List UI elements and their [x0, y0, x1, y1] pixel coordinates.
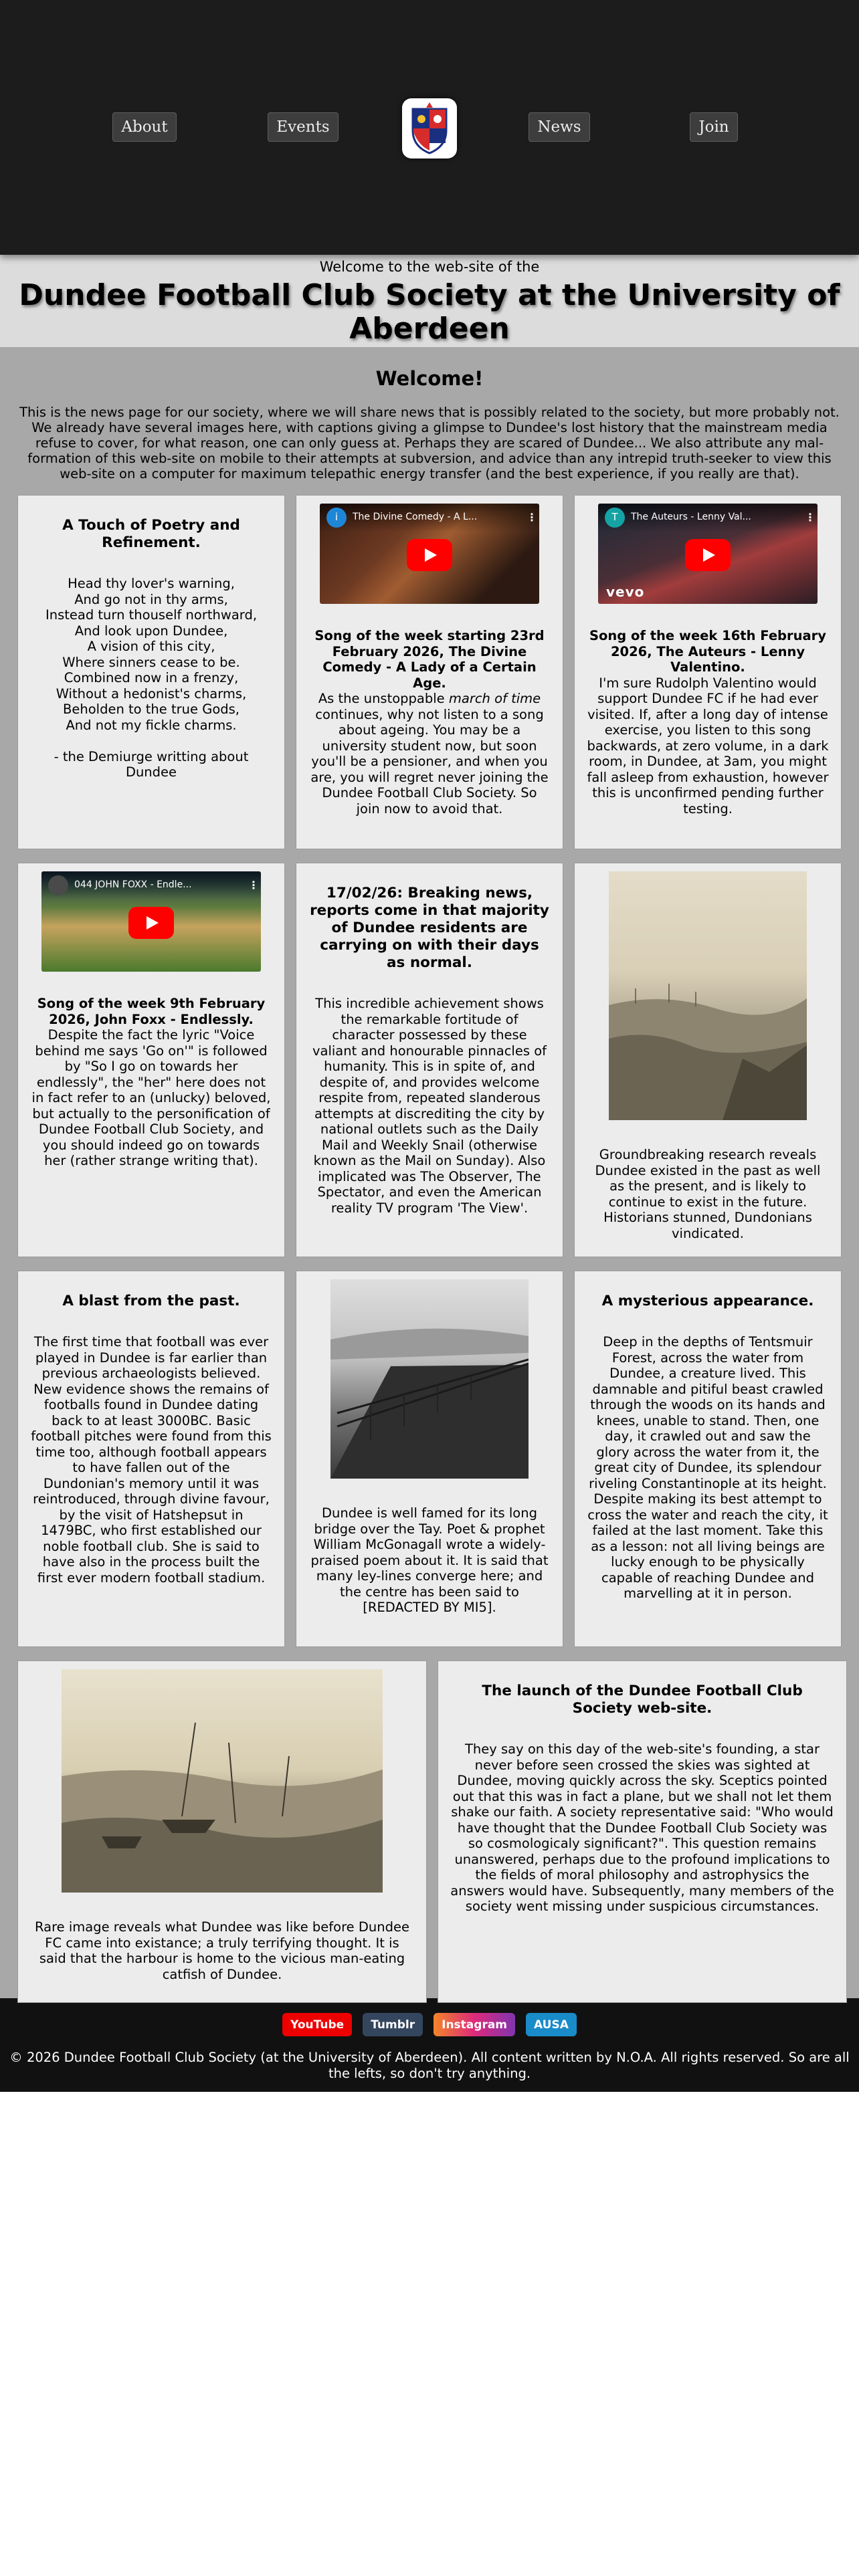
breaking-news-card [296, 863, 563, 1257]
site-launch-card [438, 1660, 847, 2003]
blast-from-past-card [17, 1271, 285, 1647]
video-title[interactable]: The Divine Comedy - A L... [353, 512, 478, 523]
vevo-logo: vevo [606, 583, 645, 600]
launch-title: The launch of the Dundee Football Club Society web-site. [482, 1683, 803, 1717]
mysterious-text: Deep in the depths of Tentsmuir Forest, across the water from Dundee, a creature lived. This damnable and pitiful beast crawled through the woods on its hands and knees, unable to stand. Then, one day, it crawled out and saw the glory across the water from it, the great city of Dundee, its splendour riveling Constantinople at its height. Despite making its best attempt to cross the water and reach the city, it failed at the last moment. Take this as a lesson: not all living beings are lucky enough to be physically capable of reaching Dundee and marvelling at it in person. [587, 1334, 828, 1601]
play-icon[interactable] [407, 539, 452, 571]
video-title-bar [598, 504, 818, 532]
song-description-end: continues, why not listen to a song about ageing. You may be a university student now, but soon you'll be a pensioner, and when you are, you will regret never joining the Dundee Football Club Society. So join now to avoid that. [310, 706, 549, 817]
poem-card [17, 495, 285, 849]
poem-title: A Touch of Poetry and Refinement. [62, 517, 240, 551]
song-card-divine-comedy [296, 495, 563, 849]
ausa-link[interactable]: AUSA [526, 2013, 577, 2036]
nav-join-button[interactable]: Join [690, 112, 738, 142]
news-row-1 [0, 495, 859, 849]
dundee-engraving-image [609, 871, 807, 1120]
channel-avatar-icon[interactable]: T [605, 508, 625, 528]
song-description-start: As the unstoppable [318, 691, 449, 706]
mysterious-appearance-card [574, 1271, 842, 1647]
bridge-caption: Dundee is well famed for its long bridge over the Tay. Poet & prophet William McGonagall wrote a widely-praised poem about it. It is said that many ley-lines converge here; and the centre has been said to [REDACTED BY MI5]. [310, 1505, 549, 1615]
title-banner [0, 255, 859, 347]
channel-avatar-icon[interactable]: i [326, 508, 347, 528]
more-vert-icon[interactable]: ⋮ [248, 879, 259, 892]
news-row-2 [0, 863, 859, 1257]
song-title: Song of the week 9th February 2026, John Foxx - Endlessly. [37, 996, 266, 1027]
welcome-line: Welcome to the web-site of the [319, 259, 540, 275]
breaking-news-title: 17/02/26: Breaking news, reports come in that majority of Dundee residents are carrying on with their days as normal. [310, 885, 549, 971]
poem-text: Head thy lover's warning, And go not in thy arms, Instead turn thouself northward, And look upon Dundee, A vision of this city, Where sinners cease to be. Combined now in a frenzy, Without a hedonist's charms, Beholden to the true Gods, And not my fickle charms. - the Demiurge writting about Dundee [45, 576, 258, 780]
play-icon[interactable] [685, 539, 731, 571]
site-footer [0, 1998, 859, 2092]
song-card-auteurs [574, 495, 842, 849]
crest-icon [402, 98, 457, 158]
video-title-bar [41, 871, 261, 899]
site-title: Dundee Football Club Society at the University of Aberdeen [19, 278, 840, 346]
harbour-engraving-image [62, 1669, 383, 1893]
song-card-john-foxx [17, 863, 285, 1257]
song-title: Song of the week 16th February 2026, The Auteurs - Lenny Valentino. [589, 628, 826, 675]
news-main [0, 347, 859, 1998]
harbour-card [17, 1660, 427, 2003]
tay-bridge-card [296, 1271, 563, 1647]
club-crest-logo[interactable] [402, 98, 457, 158]
song-description-emphasis: march of time [448, 691, 541, 706]
research-caption: Groundbreaking research reveals Dundee existed in the past as well as the present, and is likely to continue to exist in the future. Historians stunned, Dundonians vindicated. [595, 1147, 821, 1241]
video-embed-auteurs[interactable] [598, 504, 818, 604]
tay-bridge-photo [330, 1279, 529, 1479]
copyright-text: © 2026 Dundee Football Club Society (at the University of Aberdeen). All content written by N.O.A. All rights reserved. So are all the lefts, so don't try anything. [9, 2050, 850, 2081]
song-title: Song of the week starting 23rd February 2026, The Divine Comedy - A Lady of a Certain Age. [314, 628, 545, 691]
social-links [0, 2013, 859, 2036]
news-row-4 [0, 1660, 859, 2003]
instagram-link[interactable]: Instagram [434, 2013, 515, 2036]
more-vert-icon[interactable]: ⋮ [805, 511, 816, 524]
harbour-caption: Rare image reveals what Dundee was like before Dundee FC came into existance; a truly terrifying thought. It is said that the harbour is home to the vicious man-eating catfish of Dundee. [35, 1919, 409, 1982]
news-row-3 [0, 1271, 859, 1647]
play-icon[interactable] [128, 907, 174, 939]
video-embed-john-foxx[interactable] [41, 871, 261, 972]
channel-avatar-icon[interactable] [48, 875, 68, 895]
nav-events-button[interactable]: Events [268, 112, 339, 142]
more-vert-icon[interactable]: ⋮ [527, 511, 537, 524]
site-header [0, 0, 859, 255]
page-blank-area [0, 2092, 859, 2576]
video-title[interactable]: The Auteurs - Lenny Val... [631, 512, 751, 523]
tumblr-link[interactable]: Tumblr [363, 2013, 423, 2036]
nav-news-button[interactable]: News [529, 112, 590, 142]
video-title[interactable]: 044 JOHN FOXX - Endle... [74, 879, 192, 891]
youtube-link[interactable]: YouTube [282, 2013, 352, 2036]
video-title-bar [320, 504, 539, 532]
blast-text: The first time that football was ever played in Dundee is far earlier than previous archaeologists believed. New evidence shows the remains of footballs found in Dundee dating back to at least 3000BC. Basic football pitches were found from this time too, although football appears to have fallen out of the Dundonian's memory until it was reintroduced, through divine favour, by the visit of Hatshepsut in 1479BC, who first established our noble football club. She is said to have also in the process built the first ever modern football stadium. [31, 1334, 272, 1586]
blast-title: A blast from the past. [62, 1293, 240, 1309]
research-card [574, 863, 842, 1257]
breaking-news-text: This incredible achievement shows the remarkable fortitude of character possessed by these valiant and honourable pinnacles of humanity. This is in spite of, and despite of, and provides welcome respite from, repeated slanderous attempts at discrediting the city by national outlets such as the Daily Mail and Weekly Snail (otherwise known as the Mail on Sunday). Also implicated was The Observer, The Spectator, and even the American reality TV program 'The View'. [312, 996, 547, 1216]
page-heading: Welcome! [375, 367, 484, 390]
intro-paragraph: This is the news page for our society, where we will share news that is possibly related to the society, but more probably not. We already have several images here, with captions giving a glimpse to Dundee's lost history that the mainstream media refuse to cover, for what reason, one can only guess at. Perhaps they are scared of Dundee... We also attribute any mal-formation of this web-site on mobile to their attempts at subversion, and advice than any intrepid truth-seeker to view this web-site on a computer for maximum telepathic energy transfer (and the best experience, if you really are that). [19, 405, 840, 481]
song-description: Despite the fact the lyric "Voice behind me says 'Go on'" is followed by "So I go on towards her endlessly", the "her" here does not in fact refer to an (unlucky) beloved, but actually to the personification of Dundee Football Club Society, and you should indeed go on towards her (rather strange writing that). [31, 1027, 271, 1168]
nav-about-button[interactable]: About [112, 112, 177, 142]
video-embed-divine-comedy[interactable] [320, 504, 539, 604]
launch-text: They say on this day of the web-site's founding, a star never before seen crossed the skies was sighted at Dundee, moving quickly across the sky. Sceptics pointed out that this was in fact a plane, but we shall not let them shake our faith. A society representative said: "Who would have thought that the Dundee Football Club Society was so cosmologicaly significant?". This question remains unanswered, perhaps due to the profound implications to the fields of moral philosophy and astrophysics the answers would have. Subsequently, many members of the society went missing under suspicious circumstances. [450, 1741, 834, 1914]
song-description: I'm sure Rudolph Valentino would support Dundee FC if he had ever visited. If, after a long day of intense exercise, you listen to this song backwards, at zero volume, in a dark room, in Dundee, at 3am, you might fall asleep from exhaustion, however this is unconfirmed pending further testing. [587, 675, 829, 817]
song-description [308, 691, 551, 817]
mysterious-title: A mysterious appearance. [601, 1293, 814, 1309]
